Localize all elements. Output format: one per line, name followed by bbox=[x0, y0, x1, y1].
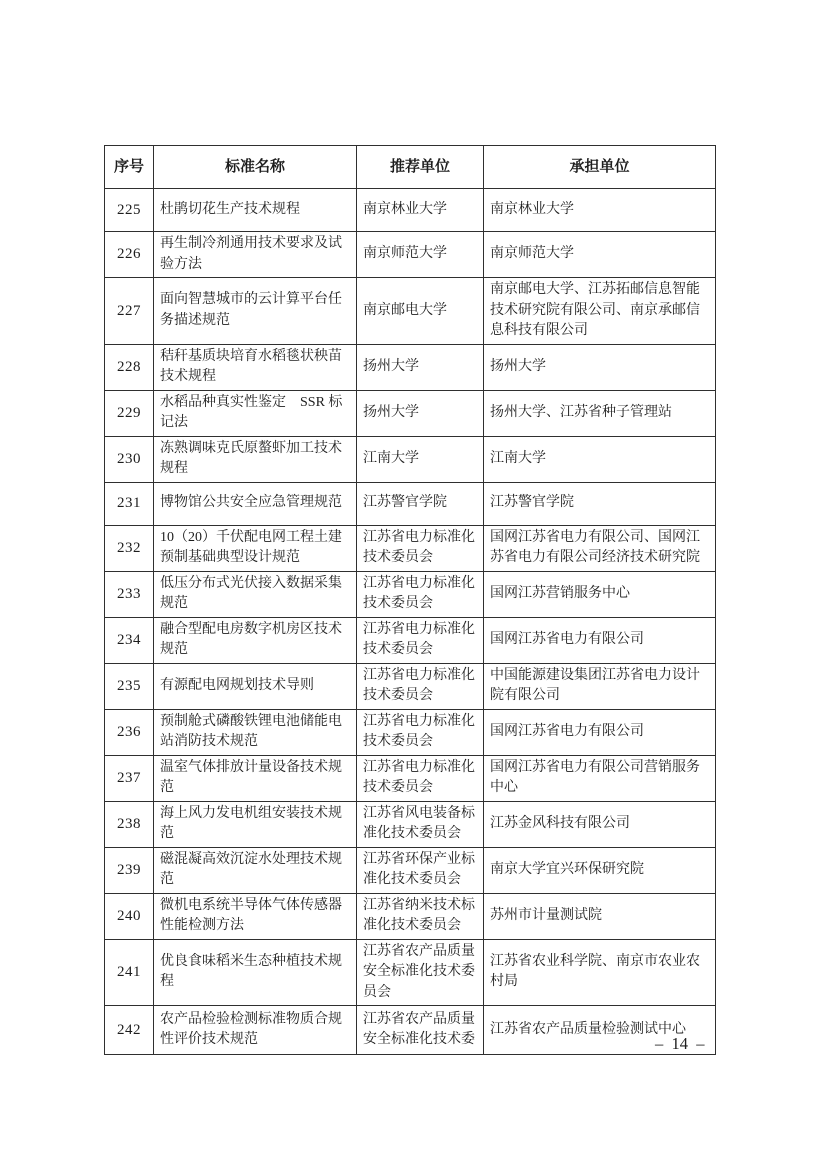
recommending-unit-cell: 江苏省电力标准化技术委员会 bbox=[357, 663, 484, 709]
standard-name-cell: 博物馆公共安全应急管理规范 bbox=[154, 482, 357, 525]
undertaking-unit-cell: 南京林业大学 bbox=[484, 189, 716, 232]
header-undertaking-unit: 承担单位 bbox=[484, 146, 716, 189]
row-number-cell: 237 bbox=[105, 755, 154, 801]
table-row bbox=[105, 847, 716, 893]
undertaking-unit-cell: 扬州大学 bbox=[484, 344, 716, 390]
undertaking-unit-cell: 国网江苏营销服务中心 bbox=[484, 571, 716, 617]
recommending-unit-cell: 江苏省环保产业标准化技术委员会 bbox=[357, 847, 484, 893]
standard-name-cell: 面向智慧城市的云计算平台任务描述规范 bbox=[154, 278, 357, 345]
undertaking-unit-cell: 苏州市计量测试院 bbox=[484, 893, 716, 939]
header-serial-number: 序号 bbox=[105, 146, 154, 189]
recommending-unit-cell: 南京林业大学 bbox=[357, 189, 484, 232]
undertaking-unit-cell: 国网江苏省电力有限公司 bbox=[484, 617, 716, 663]
table-header-row bbox=[105, 146, 716, 189]
row-number-cell: 241 bbox=[105, 939, 154, 1006]
row-number-cell: 225 bbox=[105, 189, 154, 232]
standard-name-cell: 有源配电网规划技术导则 bbox=[154, 663, 357, 709]
table-row bbox=[105, 617, 716, 663]
row-number-cell: 232 bbox=[105, 525, 154, 571]
standard-name-cell: 优良食味稻米生态种植技术规程 bbox=[154, 939, 357, 1006]
undertaking-unit-cell: 南京大学宜兴环保研究院 bbox=[484, 847, 716, 893]
page-number: – 14 – bbox=[655, 1034, 705, 1053]
standard-name-cell: 秸秆基质块培育水稻毯状秧苗技术规程 bbox=[154, 344, 357, 390]
standards-table bbox=[104, 145, 716, 1055]
table-row bbox=[105, 939, 716, 1006]
undertaking-unit-cell: 江苏省农业科学院、南京市农业农村局 bbox=[484, 939, 716, 1006]
undertaking-unit-cell: 江苏警官学院 bbox=[484, 482, 716, 525]
recommending-unit-cell: 江苏省电力标准化技术委员会 bbox=[357, 709, 484, 755]
standard-name-cell: 低压分布式光伏接入数据采集规范 bbox=[154, 571, 357, 617]
recommending-unit-cell: 江苏省农产品质量安全标准化技术委员会 bbox=[357, 939, 484, 1006]
row-number-cell: 236 bbox=[105, 709, 154, 755]
row-number-cell: 228 bbox=[105, 344, 154, 390]
standard-name-cell: 水稻品种真实性鉴定 SSR 标记法 bbox=[154, 390, 357, 436]
standard-name-cell: 融合型配电房数字机房区技术规范 bbox=[154, 617, 357, 663]
row-number-cell: 239 bbox=[105, 847, 154, 893]
recommending-unit-cell: 江苏省电力标准化技术委员会 bbox=[357, 571, 484, 617]
recommending-unit-cell: 江苏省纳米技术标准化技术委员会 bbox=[357, 893, 484, 939]
row-number-cell: 235 bbox=[105, 663, 154, 709]
table-row bbox=[105, 232, 716, 278]
row-number-cell: 231 bbox=[105, 482, 154, 525]
recommending-unit-cell: 江苏省电力标准化技术委员会 bbox=[357, 525, 484, 571]
row-number-cell: 234 bbox=[105, 617, 154, 663]
recommending-unit-cell: 扬州大学 bbox=[357, 390, 484, 436]
row-number-cell: 240 bbox=[105, 893, 154, 939]
standard-name-cell: 10（20）千伏配电网工程土建预制基础典型设计规范 bbox=[154, 525, 357, 571]
header-standard-name: 标准名称 bbox=[154, 146, 357, 189]
table-row bbox=[105, 278, 716, 345]
row-number-cell: 242 bbox=[105, 1006, 154, 1055]
row-number-cell: 226 bbox=[105, 232, 154, 278]
row-number-cell: 227 bbox=[105, 278, 154, 345]
table-row bbox=[105, 525, 716, 571]
undertaking-unit-cell: 江南大学 bbox=[484, 436, 716, 482]
undertaking-unit-cell: 国网江苏省电力有限公司 bbox=[484, 709, 716, 755]
recommending-unit-cell: 江苏省农产品质量安全标准化技术委 bbox=[357, 1006, 484, 1055]
table-row bbox=[105, 344, 716, 390]
recommending-unit-cell: 江苏省电力标准化技术委员会 bbox=[357, 617, 484, 663]
recommending-unit-cell: 江苏省电力标准化技术委员会 bbox=[357, 755, 484, 801]
row-number-cell: 238 bbox=[105, 801, 154, 847]
table-body bbox=[105, 189, 716, 1055]
table-row bbox=[105, 755, 716, 801]
table-row bbox=[105, 482, 716, 525]
recommending-unit-cell: 南京师范大学 bbox=[357, 232, 484, 278]
standard-name-cell: 磁混凝高效沉淀水处理技术规范 bbox=[154, 847, 357, 893]
row-number-cell: 229 bbox=[105, 390, 154, 436]
standard-name-cell: 冻熟调味克氏原螯虾加工技术规程 bbox=[154, 436, 357, 482]
standard-name-cell: 再生制冷剂通用技术要求及试验方法 bbox=[154, 232, 357, 278]
table-row bbox=[105, 1006, 716, 1055]
undertaking-unit-cell: 江苏金风科技有限公司 bbox=[484, 801, 716, 847]
undertaking-unit-cell: 南京师范大学 bbox=[484, 232, 716, 278]
standard-name-cell: 预制舱式磷酸铁锂电池储能电站消防技术规范 bbox=[154, 709, 357, 755]
table-row bbox=[105, 663, 716, 709]
row-number-cell: 230 bbox=[105, 436, 154, 482]
undertaking-unit-cell: 中国能源建设集团江苏省电力设计院有限公司 bbox=[484, 663, 716, 709]
standard-name-cell: 温室气体排放计量设备技术规范 bbox=[154, 755, 357, 801]
table-row bbox=[105, 893, 716, 939]
undertaking-unit-cell: 国网江苏省电力有限公司营销服务中心 bbox=[484, 755, 716, 801]
undertaking-unit-cell: 南京邮电大学、江苏拓邮信息智能技术研究院有限公司、南京承邮信息科技有限公司 bbox=[484, 278, 716, 345]
standard-name-cell: 农产品检验检测标准物质合规性评价技术规范 bbox=[154, 1006, 357, 1055]
table-row bbox=[105, 571, 716, 617]
undertaking-unit-cell: 江苏省农产品质量检验测试中心 bbox=[484, 1006, 716, 1055]
undertaking-unit-cell: 扬州大学、江苏省种子管理站 bbox=[484, 390, 716, 436]
standard-name-cell: 微机电系统半导体气体传感器性能检测方法 bbox=[154, 893, 357, 939]
recommending-unit-cell: 江苏省风电装备标准化技术委员会 bbox=[357, 801, 484, 847]
table-row bbox=[105, 436, 716, 482]
header-recommending-unit: 推荐单位 bbox=[357, 146, 484, 189]
standard-name-cell: 杜鹃切花生产技术规程 bbox=[154, 189, 357, 232]
recommending-unit-cell: 扬州大学 bbox=[357, 344, 484, 390]
row-number-cell: 233 bbox=[105, 571, 154, 617]
undertaking-unit-cell: 国网江苏省电力有限公司、国网江苏省电力有限公司经济技术研究院 bbox=[484, 525, 716, 571]
table-row bbox=[105, 709, 716, 755]
recommending-unit-cell: 南京邮电大学 bbox=[357, 278, 484, 345]
standard-name-cell: 海上风力发电机组安装技术规范 bbox=[154, 801, 357, 847]
recommending-unit-cell: 江苏警官学院 bbox=[357, 482, 484, 525]
recommending-unit-cell: 江南大学 bbox=[357, 436, 484, 482]
table-row bbox=[105, 390, 716, 436]
table-row bbox=[105, 801, 716, 847]
table-row bbox=[105, 189, 716, 232]
